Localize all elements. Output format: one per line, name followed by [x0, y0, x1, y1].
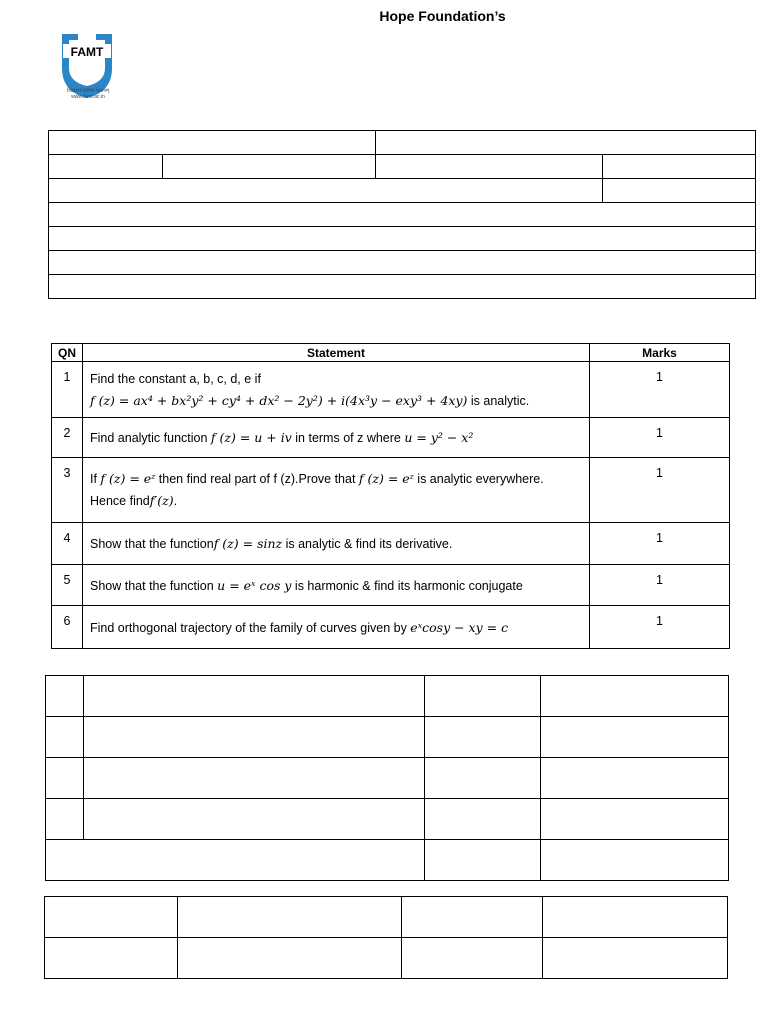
question-statement: Find analytic function f (z) = u + iv in terms of z where u = y² − x²: [83, 418, 590, 458]
table-row: [52, 565, 730, 606]
question-table: [51, 343, 730, 649]
question-statement: Show that the functionf (z) = sinz is analytic & find its derivative.: [83, 523, 590, 565]
question-statement: Show that the function u = eˣ cos y is harmonic & find its harmonic conjugate: [83, 565, 590, 606]
question-marks: 1: [590, 606, 730, 649]
question-statement: If f (z) = eᶻ then find real part of f (z).Prove that f (z) = eᶻ is analytic everywhere. Hence findf′(z).: [83, 458, 590, 523]
table-row: [52, 523, 730, 565]
question-number: 3: [52, 458, 83, 523]
question-number: 5: [52, 565, 83, 606]
question-number: 4: [52, 523, 83, 565]
question-marks: 1: [590, 458, 730, 523]
question-marks: 1: [590, 565, 730, 606]
table-row: [52, 418, 730, 458]
header-qn: QN: [52, 344, 83, 362]
question-table-header: [52, 344, 730, 362]
question-marks: 1: [590, 523, 730, 565]
question-statement: Find the constant a, b, c, d, e if f (z) = ax⁴ + bx²y² + cy⁴ + dx² − 2y²) + i(4x³y − exy³ + 4xy) is analytic.: [83, 362, 590, 418]
question-marks: 1: [590, 362, 730, 418]
question-number: 6: [52, 606, 83, 649]
question-statement: Find orthogonal trajectory of the family of curves given by eˣcosy − xy = c: [83, 606, 590, 649]
blank-table-b: [45, 675, 729, 881]
table-row: [52, 606, 730, 649]
table-row: [52, 458, 730, 523]
page-title: Hope Foundation’s: [379, 8, 506, 24]
blank-table-c: [44, 896, 728, 979]
logo-text: FAMT: [70, 45, 104, 59]
question-marks: 1: [590, 418, 730, 458]
table-row: [52, 362, 730, 418]
header-statement: Statement: [83, 344, 590, 362]
question-number: 1: [52, 362, 83, 418]
question-number: 2: [52, 418, 83, 458]
logo-caption: विद्याधनं सर्वधनं प्रधानम् www.famt.ac.in: [66, 88, 110, 100]
info-table: [48, 130, 756, 299]
header-marks: Marks: [590, 344, 730, 362]
